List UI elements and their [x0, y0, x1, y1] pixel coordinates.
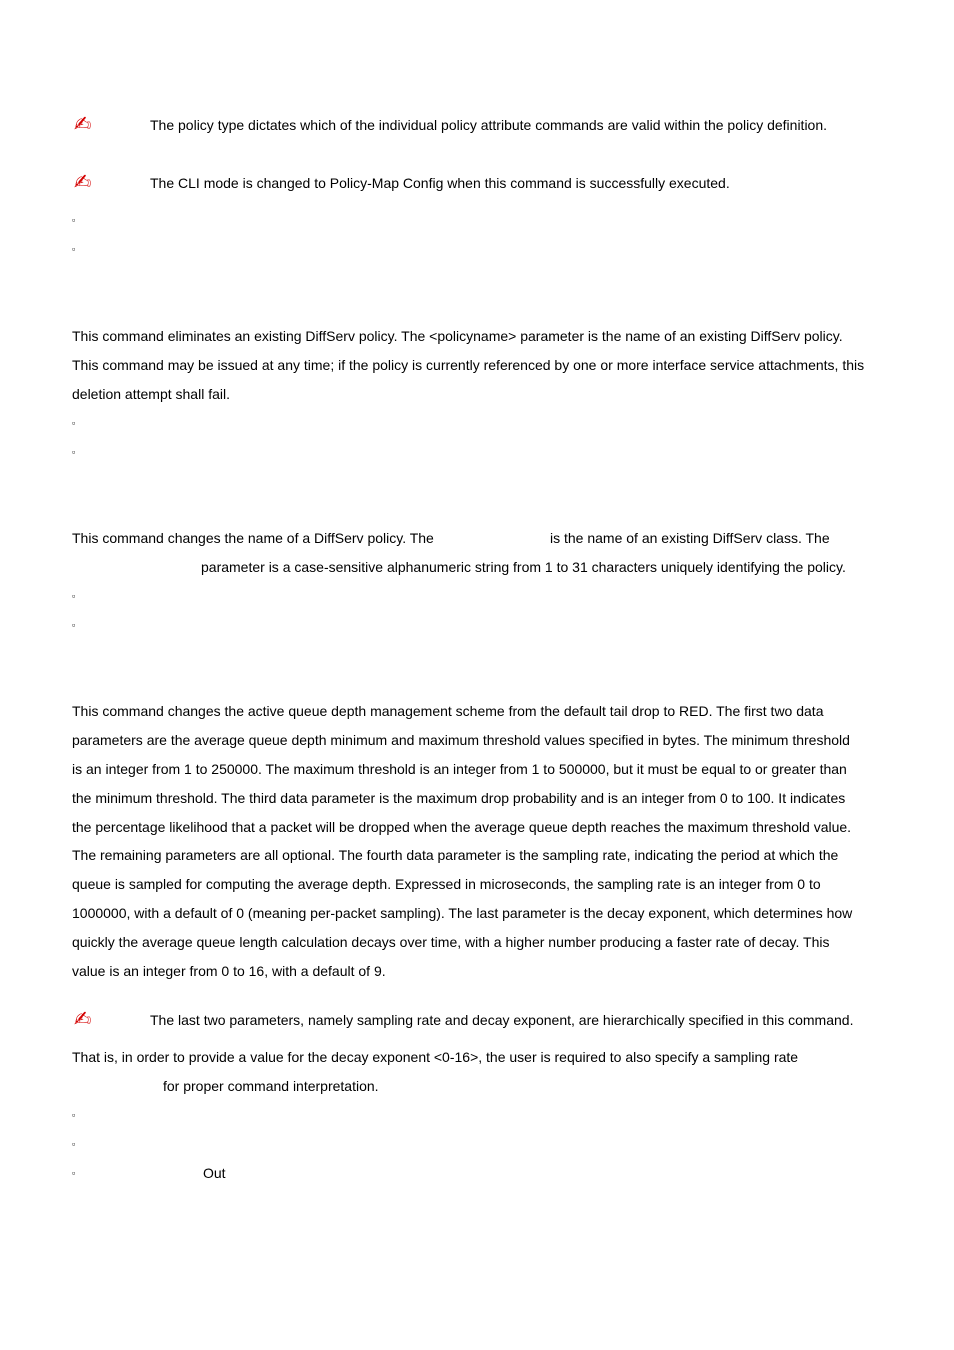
paragraph-line: parameters are the average queue depth minimum and maximum threshold values specified in bytes. The minimum threshold [72, 731, 850, 748]
pencil-note-icon: ✍ [74, 112, 92, 136]
bullet-marker: ▫ [72, 1139, 76, 1149]
paragraph-line: This command eliminates an existing DiffServ policy. The <policyname> parameter is the name of an existing DiffServ policy. [72, 328, 843, 344]
paragraph-line: deletion attempt shall fail. [72, 385, 230, 402]
rename-policy-text: is the name of an existing DiffServ class. The [550, 530, 830, 546]
note-continuation: That is, in order to provide a value for the decay exponent <0-16>, the user is required to also specify a sampling rate [72, 1049, 799, 1065]
rename-policy-text: parameter is a case-sensitive alphanumeric string from 1 to 31 characters uniquely identifying the policy. [201, 559, 846, 575]
paragraph-line: is an integer from 1 to 250000. The maximum threshold is an integer from 1 to 500000, but it must be equal to or greater than [72, 760, 847, 777]
paragraph-line: the minimum threshold. The third data parameter is the maximum drop probability and is an integer from 0 to 100. It indicates [72, 789, 846, 806]
bullet-marker: ▫ [72, 418, 76, 428]
random-detect-description [72, 703, 892, 992]
paragraph-line: The remaining parameters are all optional. The fourth data parameter is the sampling rate, indicating the period at which the [72, 847, 839, 864]
paragraph-line: This command changes the active queue depth management scheme from the default tail drop to RED. The first two data [72, 703, 824, 719]
paragraph-line: 1000000, with a default of 0 (meaning per-packet sampling). The last parameter is the decay exponent, which determines how [72, 905, 853, 922]
bullet-marker: ▫ [72, 215, 76, 225]
bullet-marker: ▫ [72, 591, 76, 601]
paragraph-line: This command may be issued at any time; if the policy is currently referenced by one or more interface service attachments, this [72, 356, 865, 373]
delete-policy-description [72, 328, 892, 415]
paragraph-line: the percentage likelihood that a packet will be dropped when the average queue depth reaches the maximum threshold value. [72, 818, 852, 835]
note-text: The last two parameters, namely sampling rate and decay exponent, are hierarchically specified in this command. [150, 1012, 854, 1028]
rename-policy-text: This command changes the name of a DiffServ policy. The [72, 530, 434, 546]
note-continuation: for proper command interpretation. [163, 1078, 379, 1094]
note-text: The policy type dictates which of the individual policy attribute commands are valid within the policy definition. [150, 117, 828, 133]
bullet-marker: ▫ [72, 447, 76, 457]
bullet-marker: ▫ [72, 244, 76, 254]
paragraph-line: value is an integer from 0 to 16, with a default of 9. [72, 963, 386, 980]
paragraph-line: queue is sampled for computing the average depth. Expressed in microseconds, the sampling rate is an integer from 0 to [72, 876, 821, 893]
paragraph-line: quickly the average queue length calculation decays over time, with a higher number producing a faster rate of decay. This [72, 934, 830, 951]
command-mode-value: Out [203, 1165, 226, 1181]
bullet-marker: ▫ [72, 1168, 76, 1178]
bullet-marker: ▫ [72, 1110, 76, 1120]
pencil-note-icon: ✍ [74, 170, 92, 194]
pencil-note-icon: ✍ [74, 1007, 92, 1031]
bullet-marker: ▫ [72, 620, 76, 630]
note-text: The CLI mode is changed to Policy-Map Config when this command is successfully executed. [150, 175, 730, 191]
